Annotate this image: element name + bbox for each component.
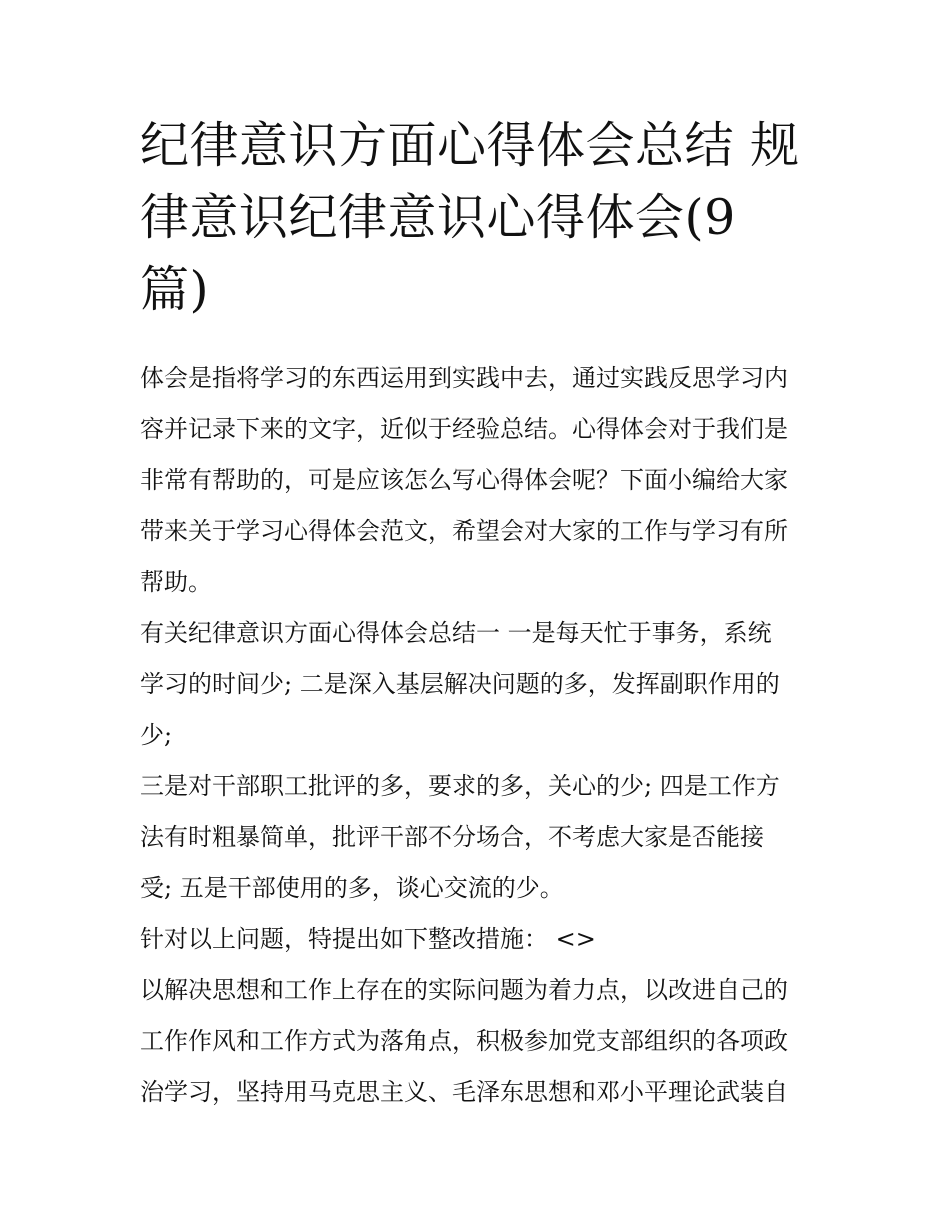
body-line: 帮助。 xyxy=(140,568,212,596)
body-line: 体会是指将学习的东西运用到实践中去，通过实践反思学习内 xyxy=(140,364,788,392)
body-line: 受; 五是干部使用的多，谈心交流的少。 xyxy=(140,874,564,902)
body-line: 有关纪律意识方面心得体会总结一 一是每天忙于事务，系统 xyxy=(140,619,772,647)
body-line: 法有时粗暴简单，批评干部不分场合，不考虑大家是否能接 xyxy=(140,823,764,851)
title-line: 律意识纪律意识心得体会(9 xyxy=(140,189,736,246)
body-line: 非常有帮助的，可是应该怎么写心得体会呢？下面小编给大家 xyxy=(140,466,788,494)
body-line: 三是对干部职工批评的多，要求的多，关心的少; 四是工作方 xyxy=(140,772,780,800)
body-line: 治学习，坚持用马克思主义、毛泽东思想和邓小平理论武装自 xyxy=(140,1078,788,1106)
document-title xyxy=(140,110,820,326)
body-line: 容并记录下来的文字，近似于经验总结。心得体会对于我们是 xyxy=(140,415,788,443)
body-line: 学习的时间少; 二是深入基层解决问题的多，发挥副职作用的 xyxy=(140,670,780,698)
document-body xyxy=(140,353,820,1118)
body-line: 工作作风和工作方式为落角点，积极参加党支部组织的各项政 xyxy=(140,1027,788,1055)
body-line: 以解决思想和工作上存在的实际问题为着力点，以改进自己的 xyxy=(140,976,788,1004)
body-line: 针对以上问题，特提出如下整改措施： <> xyxy=(140,925,596,953)
body-line: 少; xyxy=(140,721,173,749)
body-line: 带来关于学习心得体会范文，希望会对大家的工作与学习有所 xyxy=(140,517,788,545)
title-line: 纪律意识方面心得体会总结 规 xyxy=(140,117,800,174)
title-line: 篇) xyxy=(140,261,210,318)
